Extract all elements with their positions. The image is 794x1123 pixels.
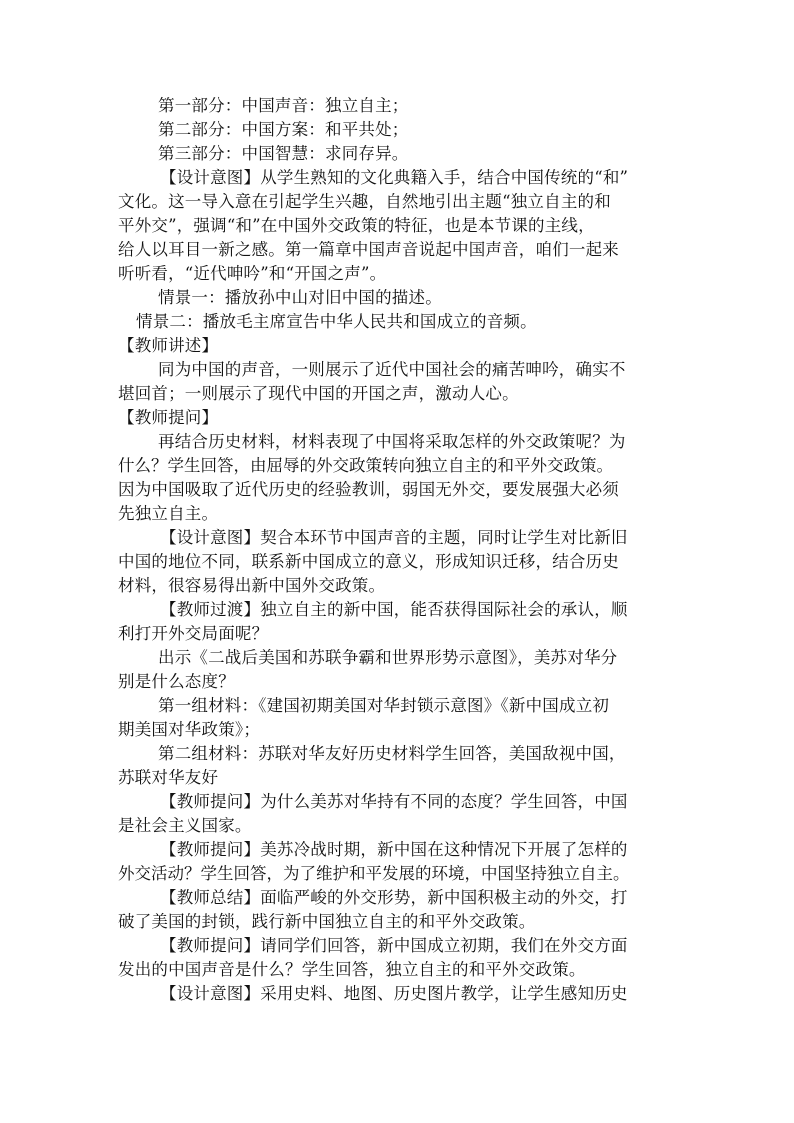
text-line: 是社会主义国家。 xyxy=(118,816,252,835)
text-line: 同为中国的声音，一则展示了近代中国社会的痛苦呻吟，确实不 xyxy=(158,360,626,379)
text-line: 期美国对华政策》； xyxy=(118,720,261,739)
text-line: 【教师提问】为什么美苏对华持有不同的态度？学生回答，中国 xyxy=(160,792,628,811)
text-line: 【教师讲述】 xyxy=(118,336,219,355)
text-line: 外交活动？学生回答，为了维护和平发展的环境，中国坚持独立自主。 xyxy=(118,864,630,883)
text-line: 【设计意图】采用史料、地图、历史图片教学，让学生感知历史 xyxy=(160,984,628,1003)
text-line: 听听看，“近代呻吟”和“开国之声”。 xyxy=(118,264,387,283)
text-line: 【教师提问】 xyxy=(118,408,219,427)
text-line: 苏联对华友好 xyxy=(118,768,219,787)
text-line: 什么？学生回答，由屈辱的外交政策转向独立自主的和平外交政策。 xyxy=(118,456,613,475)
text-line: 情景二：播放毛主席宣告中华人民共和国成立的音频。 xyxy=(136,312,537,331)
text-line: 第一部分：中国声音：独立自主； xyxy=(158,96,409,115)
text-line: 材料，很容易得出新中国外交政策。 xyxy=(118,576,386,595)
text-line: 文化。这一导入意在引起学生兴趣，自然地引出主题“独立自主的和 xyxy=(118,192,611,211)
text-line: 【教师总结】面临严峻的外交形势，新中国积极主动的外交，打 xyxy=(160,888,628,907)
document-body xyxy=(118,94,678,1006)
text-line: 堪回首；一则展示了现代中国的开国之声，激动人心。 xyxy=(118,384,519,403)
text-line: 【教师提问】美苏冷战时期，新中国在这种情况下开展了怎样的 xyxy=(160,840,628,859)
text-line: 第一组材料：《建国初期美国对华封锁示意图》《新中国成立初 xyxy=(158,696,610,715)
text-line: 发出的中国声音是什么？学生回答，独立自主的和平外交政策。 xyxy=(118,960,586,979)
text-line: 因为中国吸取了近代历史的经验教训，弱国无外交，要发展强大必须 xyxy=(118,480,619,499)
text-line: 【教师过渡】独立自主的新中国，能否获得国际社会的承认，顺 xyxy=(160,600,628,619)
text-line: 情景一：播放孙中山对旧中国的描述。 xyxy=(158,288,442,307)
text-line: 利打开外交局面呢？ xyxy=(118,624,269,643)
text-line: 【设计意图】从学生熟知的文化典籍入手，结合中国传统的“和” xyxy=(160,168,629,187)
text-line: 破了美国的封锁，践行新中国独立自主的和平外交政策。 xyxy=(118,912,536,931)
text-line: 别是什么态度？ xyxy=(118,672,235,691)
text-line: 第二组材料：苏联对华友好历史材料学生回答，美国敌视中国， xyxy=(158,744,626,763)
text-line: 中国的地位不同，联系新中国成立的意义，形成知识迁移，结合历史 xyxy=(118,552,619,571)
text-line: 平外交”，强调“和”在中国外交政策的特征，也是本节课的主线， xyxy=(118,216,595,235)
text-line: 再结合历史材料，材料表现了中国将采取怎样的外交政策呢？为 xyxy=(158,432,626,451)
text-line: 第二部分：中国方案：和平共处； xyxy=(158,120,409,139)
text-line: 第三部分：中国智慧：求同存异。 xyxy=(158,144,409,163)
text-line: 【教师提问】请同学们回答，新中国成立初期，我们在外交方面 xyxy=(160,936,628,955)
text-line: 出示《二战后美国和苏联争霸和世界形势示意图》，美苏对华分 xyxy=(158,648,618,667)
text-line: 给人以耳目一新之感。第一篇章中国声音说起中国声音，咱们一起来 xyxy=(118,240,619,259)
text-line: 【设计意图】契合本环节中国声音的主题，同时让学生对比新旧 xyxy=(160,528,628,547)
text-line: 先独立自主。 xyxy=(118,504,219,523)
